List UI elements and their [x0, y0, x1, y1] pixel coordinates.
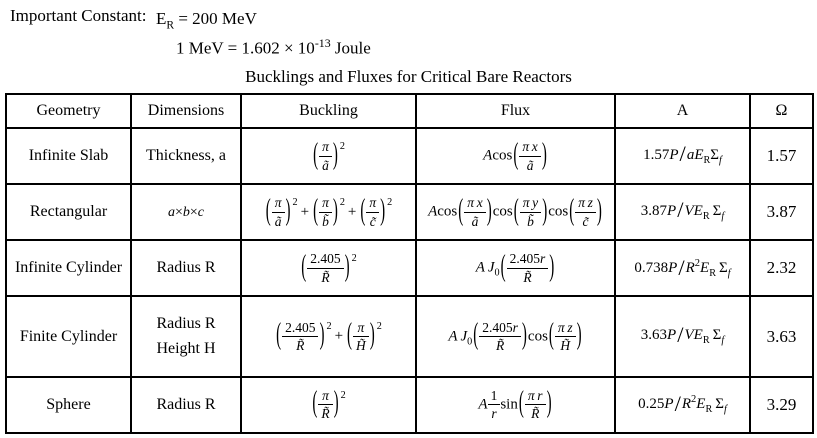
mev-joule-conversion: 1 MeV = $1.602 \times 10^{-13}$ Joule [176, 36, 371, 58]
cell-a-formula: $0.738P/R^2E_R$ $\Sigma_f$ [615, 240, 750, 296]
cell-a-formula: $3.63P/VE_R$ $\Sigma_f$ [615, 296, 750, 376]
important-constant-note [10, 6, 371, 62]
cell-omega-value: 3.63 [750, 296, 813, 376]
cell-buckling-formula: ( $\frac{\pi}{ã}$ ) $^2$ [241, 128, 416, 184]
column-header-a: A [615, 94, 750, 128]
cell-a-formula: $0.25P/R^2E_R$ $\Sigma_f$ [615, 377, 750, 433]
cell-buckling-formula: ( $\frac{\pi}{ã}$ ) $^2$+ ( $\frac{\pi}{b̃}$ ) $^2$+ ( $\frac{\pi}{c̃}$ ) $^2$ [241, 184, 416, 240]
cell-flux-formula: A $\frac{1}{r}$ sin( $\frac{\text{π r}}{R̃}$ ) [416, 377, 615, 433]
cell-omega-value: 3.87 [750, 184, 813, 240]
table-row [6, 184, 813, 240]
table-title: Bucklings and Fluxes for Critical Bare Reactors [245, 67, 572, 86]
cell-geometry: Rectangular [6, 184, 131, 240]
column-header-dimensions: Dimensions [131, 94, 241, 128]
constant-lines [156, 6, 371, 62]
cell-dimensions: Radius R [131, 377, 241, 433]
cell-omega-value: 2.32 [750, 240, 813, 296]
column-header-buckling: Buckling [241, 94, 416, 128]
cell-buckling-formula: ( $\frac{\pi}{R̃}$ ) $^2$ [241, 377, 416, 433]
header-row [6, 94, 813, 128]
table-row [6, 240, 813, 296]
column-header-omega: Ω [750, 94, 813, 128]
cell-dimensions: a×b×c [131, 184, 241, 240]
table-row [6, 128, 813, 184]
column-header-geometry: Geometry [6, 94, 131, 128]
cell-dimensions: Radius R [131, 240, 241, 296]
table-row [6, 296, 813, 376]
bucklings-fluxes-table [5, 93, 814, 434]
cell-omega-value: 3.29 [750, 377, 813, 433]
cell-geometry: Infinite Cylinder [6, 240, 131, 296]
table-body [6, 128, 813, 433]
cell-geometry: Infinite Slab [6, 128, 131, 184]
cell-buckling-formula: ( $\frac{2.405}{R̃}$ ) $^2$ [241, 240, 416, 296]
cell-geometry: Sphere [6, 377, 131, 433]
cell-dimensions: Thickness, a [131, 128, 241, 184]
cell-a-formula: $1.57P/aE_R\Sigma_f$ [615, 128, 750, 184]
cell-a-formula: $3.87P/VE_R$ $\Sigma_f$ [615, 184, 750, 240]
table-row [6, 377, 813, 433]
cell-geometry: Finite Cylinder [6, 296, 131, 376]
cell-flux-formula: Acos( $\frac{\text{π x}}{ã}$ )cos( $\frac{\text{π y}}{b̃}$ )cos( $\frac{\text{π z}}{c̃}$ ) [416, 184, 615, 240]
cell-omega-value: 1.57 [750, 128, 813, 184]
cell-flux-formula: Acos( $\frac{\text{π x}}{ã}$ ) [416, 128, 615, 184]
important-constant-label: Important Constant: [10, 6, 147, 25]
energy-per-fission-value: $E_R = 200$ MeV [156, 9, 257, 32]
column-header-flux: Flux [416, 94, 615, 128]
cell-flux-formula: A $J_0$( $\frac{2.405r}{R̃}$ ) [416, 240, 615, 296]
cell-buckling-formula: ( $\frac{2.405}{R̃}$ ) $^2$+ ( $\frac{\pi}{H̃}$ ) $^2$ [241, 296, 416, 376]
cell-flux-formula: A $J_0$( $\frac{2.405r}{R̃}$ )cos( $\frac{\text{π z}}{H̃}$ ) [416, 296, 615, 376]
cell-dimensions: Radius R Height H [131, 296, 241, 376]
